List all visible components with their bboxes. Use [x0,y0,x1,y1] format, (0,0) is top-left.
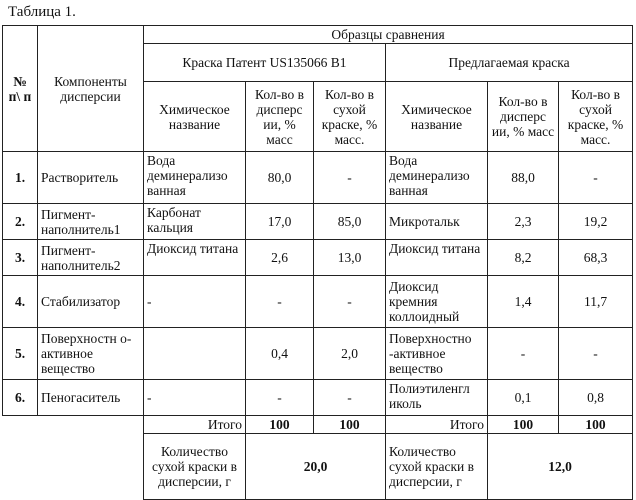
table-row [3,204,633,240]
row-num: 2. [3,204,38,240]
row-dry-1: 13,0 [314,240,386,276]
row-chem-1: Карбонат кальция [144,204,246,240]
header-qty-disp-2: Кол-во в дисперс ии, % масс [488,82,559,152]
row-chem-1: - [144,276,246,328]
row-component: Пигмент-наполнитель1 [38,204,144,240]
row-dry-1: - [314,152,386,204]
row-disp-1: - [246,276,314,328]
row-chem-2: Микротальк [386,204,488,240]
total-row [3,416,633,434]
header-qty-dry-2: Кол-во в сухой краске, % масс. [559,82,633,152]
row-dry-1: - [314,276,386,328]
total-disp-1: 100 [246,416,314,434]
total-disp-2: 100 [488,416,559,434]
row-disp-2: 2,3 [488,204,559,240]
dry-paint-row [3,434,633,500]
row-num: 6. [3,380,38,416]
header-patent-paint: Краска Патент US135066 B1 [144,44,386,82]
row-dry-2: 68,3 [559,240,633,276]
dry-label-2: Количество сухой краски в дисперсии, г [386,434,488,500]
row-disp-1: - [246,380,314,416]
header-proposed-paint: Предлагаемая краска [386,44,633,82]
row-dry-1: - [314,380,386,416]
row-dry-2: 11,7 [559,276,633,328]
table-row [3,328,633,380]
table-row [3,276,633,328]
table-row [3,380,633,416]
total-label-1: Итого [144,416,246,434]
table-caption: Таблица 1. [8,4,76,20]
total-label-2: Итого [386,416,488,434]
row-dry-2: 19,2 [559,204,633,240]
row-disp-1: 80,0 [246,152,314,204]
row-disp-2: 0,1 [488,380,559,416]
row-component: Поверхностн о-активное вещество [38,328,144,380]
dry-label-1: Количество сухой краски в дисперсии, г [144,434,246,500]
total-dry-2: 100 [559,416,633,434]
row-chem-2: Вода деминерализо ванная [386,152,488,204]
row-dry-2: - [559,328,633,380]
row-chem-1 [144,328,246,380]
row-disp-2: 8,2 [488,240,559,276]
row-disp-1: 2,6 [246,240,314,276]
composition-table [2,25,633,500]
row-num: 5. [3,328,38,380]
row-dry-1: 85,0 [314,204,386,240]
row-component: Пеногаситель [38,380,144,416]
row-num: 4. [3,276,38,328]
row-dry-2: 0,8 [559,380,633,416]
row-num: 3. [3,240,38,276]
dry-value-1: 20,0 [246,434,386,500]
row-component: Пигмент-наполнитель2 [38,240,144,276]
header-qty-disp-1: Кол-во в дисперс ии, % масс [246,82,314,152]
header-components: Компоненты дисперсии [38,26,144,152]
header-num: № п\ п [3,26,38,152]
row-component: Растворитель [38,152,144,204]
row-chem-2: Диоксид титана [386,240,488,276]
header-comparison: Образцы сравнения [144,26,633,44]
row-component: Стабилизатор [38,276,144,328]
row-chem-2: Полиэтиленгл иколь [386,380,488,416]
total-dry-1: 100 [314,416,386,434]
row-chem-1: Диоксид титана [144,240,246,276]
header-chem-name-1: Химическое название [144,82,246,152]
row-chem-2: Диоксид кремния коллоидный [386,276,488,328]
row-chem-1: Вода деминерализо ванная [144,152,246,204]
row-disp-1: 17,0 [246,204,314,240]
row-disp-2: 1,4 [488,276,559,328]
row-chem-2: Поверхностно -активное вещество [386,328,488,380]
header-chem-name-2: Химическое название [386,82,488,152]
table-row [3,152,633,204]
row-disp-2: 88,0 [488,152,559,204]
row-disp-1: 0,4 [246,328,314,380]
table-row [3,240,633,276]
row-chem-1: - [144,380,246,416]
row-dry-2: - [559,152,633,204]
row-dry-1: 2,0 [314,328,386,380]
header-qty-dry-1: Кол-во в сухой краске, % масс. [314,82,386,152]
dry-value-2: 12,0 [488,434,633,500]
row-disp-2: - [488,328,559,380]
row-num: 1. [3,152,38,204]
